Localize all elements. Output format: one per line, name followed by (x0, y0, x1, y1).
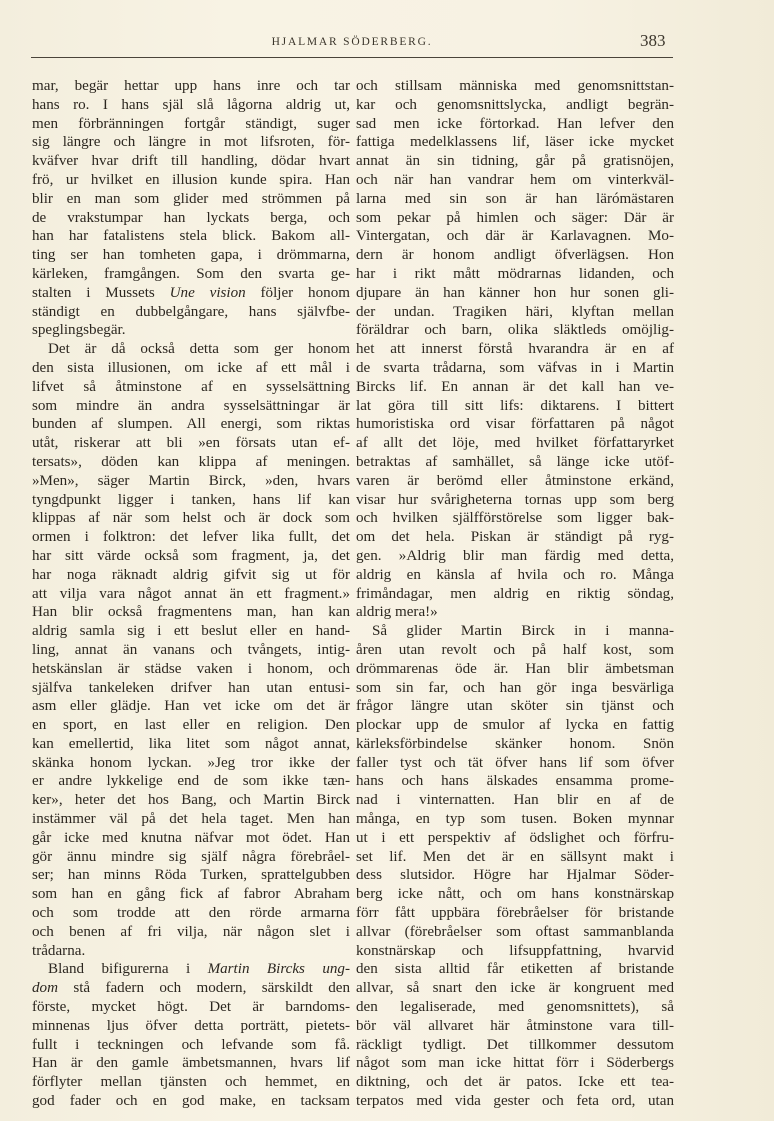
text-line (32, 979, 350, 998)
text-line: bunden af slumpen. All energi, som riktas (32, 416, 350, 433)
text-line: som mindre än andra sysselsättningar är (32, 397, 350, 414)
text-line: asm eller glädje. Han vet icke om det är (32, 698, 350, 715)
text-line: lifvet så åtminstone af en sysselsättning (32, 378, 350, 395)
text-line: kväfver hvar drift till handling, dödar hvart (32, 153, 350, 170)
text-line: Vintergatan, och där är Karlavagnen. Mo- (356, 228, 674, 245)
text-line: fullt i teckningen och lefvande som få. (32, 1036, 350, 1053)
text-line: den legaliserade, med genomsnittets), så (356, 999, 674, 1016)
text-line: förste, mycket högt. Det är barndoms- (32, 999, 350, 1016)
text-line: »Men», säger Martin Birck, »den, hvars (32, 472, 350, 489)
text-line: kan emellertid, lika litet som något annat, (32, 735, 350, 752)
text-line: utåt, riskerar att bli »en försats utan ef- (32, 435, 350, 452)
text-line: blir en man som glider med strömmen på (32, 190, 350, 207)
text-line: föräldrar och barn, olika släktleds omöjlig- (356, 322, 674, 339)
text-line: gen. »Aldrig blir man färdig med detta, (356, 547, 674, 564)
text-line: der undan. Tragiken häri, klyftan mellan (356, 303, 674, 320)
text-line: ut i ett perspektiv af ödslighet och förfru- (356, 829, 674, 846)
text-line: kar och genomsnittslycka, andligt begrän- (356, 96, 674, 113)
text-line: har noga räknadt aldrig gifvit sig ut för (32, 566, 350, 583)
text-line: nad i vinternatten. Han blir en af de (356, 792, 674, 809)
text-line: Så glider Martin Birck in i manna- (372, 623, 674, 640)
text-line: hans ro. I hans själ slå lågorna aldrig ut, (32, 96, 350, 113)
text-line: bör väl allvaret här åtminstone vara till- (356, 1017, 674, 1034)
text-line: djupare än han känner hon hur sonen gli- (356, 284, 674, 301)
text-line: åren utan revolt och på half kost, som (356, 641, 674, 658)
header-rule (31, 57, 673, 58)
text-line: själfva tankeleken drifver han utan entusi- (32, 679, 350, 696)
text-line: de svarta trådarna, som väfvas in i Martin (356, 359, 674, 376)
text-line: speglingsbegär. (32, 322, 126, 339)
text-line: ständigt en dubbelgångare, hans självfbe- (32, 303, 350, 320)
text-line (32, 960, 350, 979)
text-line: förr fått uppbära förebråelser för bristande (356, 905, 674, 922)
italic-title: Martin Bircks ung- (207, 961, 350, 978)
text-line: och som trodde att den rörde armarna (32, 905, 350, 922)
text-line: trådarna. (32, 942, 86, 959)
text-line: visar hur svårigheterna tornas upp som berg (356, 491, 674, 508)
text-line: som sin far, och han gör inga besvärliga (356, 679, 674, 696)
text-line: frågor längre utan sköter sin tjänst och (356, 698, 674, 715)
text-line: en sport, en last eller en religion. Den (32, 717, 350, 734)
text-line: och stillsam människa med genomsnittstan- (356, 78, 674, 94)
text-segment: följer honom (245, 284, 350, 301)
text-line: den sista illusionen, om icke af ett mål i (32, 359, 350, 376)
text-line: hetskänslan är städse vaken i honom, och (32, 660, 350, 677)
text-line: Det är då också detta som ger honom (48, 341, 350, 358)
text-line: er andre lykkelige end de som ikke tæn- (32, 773, 350, 790)
text-line: aldrig en känsla af hvila och ro. Många (356, 566, 674, 583)
text-line: diktning, och det är patos. Icke ett tea- (356, 1074, 674, 1091)
text-line: hans och hans älskades ensamma prome- (356, 773, 674, 790)
text-line: ling, annat än vanans och tvångets, intig- (32, 641, 350, 658)
text-line: gör ännu mindre sig själf några förebråel- (32, 848, 350, 865)
italic-title: dom (32, 980, 58, 997)
text-line: går icke med knutna näfvar mot ödet. Han (32, 829, 350, 846)
text-line: tyngdpunkt ligger i tanken, hans lif kan (32, 491, 350, 508)
text-line: många, en typ som tusen. Boken mynnar (356, 811, 674, 828)
text-line: förflyter mellan tjänsten och hemmet, en (32, 1074, 350, 1091)
text-line: kärleken, framgången. Som den svarta ge- (32, 265, 350, 282)
text-line: sad men icke förtorkad. Han lefver den (356, 115, 674, 132)
italic-title: Une vision (169, 284, 246, 301)
text-segment: Bland bifigurerna i (48, 961, 208, 978)
text-line: ting ser han tomheten gapa, i drömmarna, (32, 247, 350, 264)
text-line: varen är berömd eller åtminstone erkänd, (356, 472, 674, 489)
text-line: larna med sin son är han lärómästaren (356, 190, 674, 207)
text-line (32, 284, 350, 303)
text-line: terpatos med vida gester och feta ord, utan (356, 1093, 674, 1110)
text-line: aldrig samla sig i ett beslut eller en hand- (32, 623, 350, 640)
text-line: het att innerst förstå hvarandra är en af (356, 341, 674, 358)
text-line: lat göra till sitt lifs: diktarens. I bittert (356, 397, 674, 414)
text-line: Han är den gamle ämbetsmannen, hvars lif (32, 1055, 350, 1072)
text-line: skänka honom lyckan. »Jeg tror ikke der (32, 754, 350, 771)
text-line: aldrig mera!» (356, 604, 438, 621)
text-line: räckligt tydligt. Det tillkommer dessutom (356, 1036, 674, 1053)
running-head: HJALMAR SÖDERBERG. (271, 36, 433, 48)
text-line: minnenas ljus öfver detta porträtt, pietets- (32, 1017, 350, 1034)
text-line: betraktas af samhället, så länge icke utöf- (356, 453, 674, 470)
text-line: som pekar på himlen och säger: Där är (356, 209, 674, 226)
text-line: set lif. Men det är en sällsynt makt i (356, 848, 674, 865)
text-line: som han en gång fick af fabror Abraham (32, 886, 350, 903)
text-line: Han blir också fragmentens man, han kan (32, 604, 350, 621)
text-line: och när han vandrar hem om vinterkväl- (356, 171, 674, 188)
text-line: berg icke nått, och om hans konstnärskap (356, 886, 674, 903)
text-line: faller tyst och tät öfver hans lif som öfver (356, 754, 674, 771)
text-line: ormen i folktron: det lefver lika fullt, det (32, 529, 350, 546)
text-line: har sitt värde också som fragment, ja, det (32, 547, 350, 564)
text-line: frö, ur hvilket en illusion kunde spira. Han (32, 171, 350, 188)
text-line: allvar, så snart den icke är kongruent med (356, 980, 674, 997)
text-line: om det hela. Piskan är ständigt på ryg- (356, 529, 674, 546)
text-line: dern är honom andligt öfverlägsen. Hon (356, 247, 674, 264)
text-line: sig längre och längre in mot lifsroten, för- (32, 134, 350, 151)
text-line: allvar (förebråelser som oftast sammanblanda (356, 923, 674, 940)
text-line: god fader och en god make, en tacksam (32, 1093, 350, 1110)
left-text-column (32, 77, 350, 1111)
text-line: humoristiska ord visar författaren på något (356, 416, 674, 433)
text-line: frimåndagar, men aldrig en riktig söndag, (356, 585, 674, 602)
text-line: Bircks lif. En annan är det kall han ve- (356, 378, 674, 395)
text-line: annat än sin tidning, går på gratisnöjen, (356, 153, 674, 170)
text-line: mar, begär hettar upp hans inre och tar (32, 78, 350, 94)
page-number: 383 (640, 31, 666, 50)
text-line: den sista alltid får etiketten af bristande (356, 961, 674, 978)
text-line: drömmarenas öde är. Han blir ämbetsman (356, 660, 674, 677)
text-line: ser; han minns Röda Turken, sprattelgubben (32, 867, 350, 884)
text-line: af allt det löje, med hvilket författaryrket (356, 435, 674, 452)
text-line: men förbränningen fortgår ständigt, suger (32, 115, 350, 132)
text-line: konstnärskap och lifsuppfattning, hvarvid (356, 942, 674, 959)
text-line: klippas af när som helst och är dock som (32, 510, 350, 527)
text-line: och hvilken själfförstörelse som ligger bak- (356, 510, 674, 527)
text-line: har i rikt mått mödrarnas lidanden, och (356, 265, 674, 282)
text-line: de vrakstumpar han lyckats berga, och (32, 209, 350, 226)
text-line: kärleksförbindelse skänker honom. Snön (356, 735, 674, 752)
right-text-column (356, 77, 674, 1111)
text-line: att vilja vara något annat än ett fragment.» (32, 585, 350, 602)
text-line: instämmer väl på det hela taget. Men han (32, 811, 350, 828)
text-line: tersats», döden kan klippa af meningen. (32, 453, 350, 470)
text-segment: stalten i Mussets (32, 284, 170, 301)
text-line: något som man icke hittat förr i Söderbergs (356, 1055, 674, 1072)
text-line: fattiga medelklassens lif, läser icke mycket (356, 134, 674, 151)
text-line: plockar upp de smulor af lycka en fattig (356, 717, 674, 734)
text-line: dess slutsidor. Högre har Hjalmar Söder- (356, 867, 674, 884)
text-line: han har fatalistens stela blick. Bakom all- (32, 228, 350, 245)
text-segment: stå fadern och modern, särskildt den (58, 980, 350, 997)
text-line: och benen af fri vilja, när någon slet i (32, 923, 350, 940)
text-line: ker», heter det hos Bang, och Martin Birck (32, 792, 350, 809)
